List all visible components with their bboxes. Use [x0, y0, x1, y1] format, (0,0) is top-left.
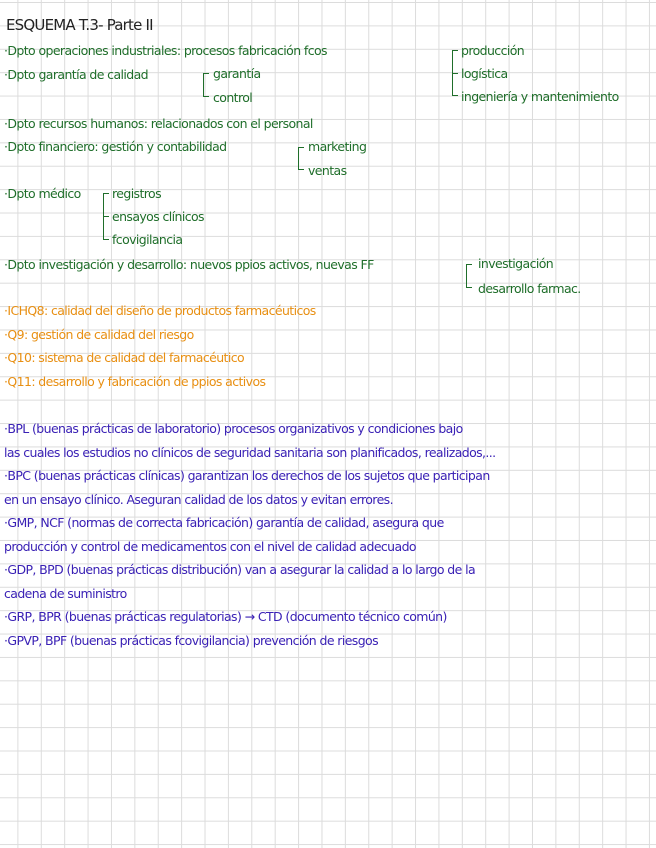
- bpl-line-2: las cuales los estudios no clínicos de seguridad sanitaria son planificados, realizados,...: [4, 445, 496, 460]
- item-ventas: ventas: [308, 163, 347, 178]
- operaciones-bracket-mid: [452, 73, 458, 74]
- item-investigacion: investigación: [478, 256, 554, 271]
- item-registros: registros: [112, 186, 162, 201]
- dpto-operaciones: ·Dpto operaciones industriales: procesos fabricación fcos: [4, 43, 327, 58]
- grp-line: ·GRP, BPR (buenas prácticas regulatorias) → CTD (documento técnico común): [4, 609, 447, 624]
- item-ingenieria: ingeniería y mantenimiento: [461, 89, 619, 104]
- gmp-line-1: ·GMP, NCF (normas de correcta fabricación) garantía de calidad, asegura que: [4, 515, 444, 530]
- ichq8-line: ·ICHQ8: calidad del diseño de productos farmacéuticos: [4, 303, 316, 318]
- gdp-line-1: ·GDP, BPD (buenas prácticas distribución) van a asegurar la calidad a lo largo de la: [4, 562, 475, 577]
- item-marketing: marketing: [308, 139, 367, 154]
- medico-bracket-mid: [103, 216, 109, 217]
- financiero-bracket: [298, 147, 299, 170]
- item-garantia: garantía: [213, 66, 261, 81]
- item-logistica: logística: [461, 66, 508, 81]
- gmp-line-2: producción y control de medicamentos con el nivel de calidad adecuado: [4, 539, 416, 554]
- bpl-line-1: ·BPL (buenas prácticas de laboratorio) procesos organizativos y condiciones bajo: [4, 421, 463, 436]
- item-desarrollo: desarrollo farmac.: [478, 281, 581, 296]
- dpto-financiero: ·Dpto financiero: gestión y contabilidad: [4, 139, 227, 154]
- garantia-bracket: [203, 73, 204, 97]
- investigacion-bracket: [466, 264, 467, 288]
- item-produccion: producción: [461, 43, 525, 58]
- item-ensayos: ensayos clínicos: [112, 209, 204, 224]
- bpc-line-1: ·BPC (buenas prácticas clínicas) garantizan los derechos de los sujetos que participan: [4, 468, 490, 483]
- q10-line: ·Q10: sistema de calidad del farmacéutico: [4, 350, 245, 365]
- page-title: ESQUEMA T.3- Parte II: [6, 16, 153, 34]
- q9-line: ·Q9: gestión de calidad del riesgo: [4, 327, 194, 342]
- item-control: control: [213, 90, 253, 105]
- item-fcovigilancia: fcovigilancia: [112, 232, 183, 247]
- dpto-rrhh: ·Dpto recursos humanos: relacionados con el personal: [4, 116, 313, 131]
- bpc-line-2: en un ensayo clínico. Aseguran calidad de los datos y evitan errores.: [4, 492, 393, 507]
- dpto-investigacion: ·Dpto investigación y desarrollo: nuevos ppios activos, nuevas FF: [4, 257, 374, 272]
- gpvp-line: ·GPVP, BPF (buenas prácticas fcovigilancia) prevención de riesgos: [4, 633, 379, 648]
- dpto-garantia: ·Dpto garantía de calidad: [4, 67, 148, 82]
- dpto-medico: ·Dpto médico: [4, 186, 81, 201]
- gdp-line-2: cadena de suministro: [4, 586, 127, 601]
- q11-line: ·Q11: desarrollo y fabricación de ppios activos: [4, 374, 266, 389]
